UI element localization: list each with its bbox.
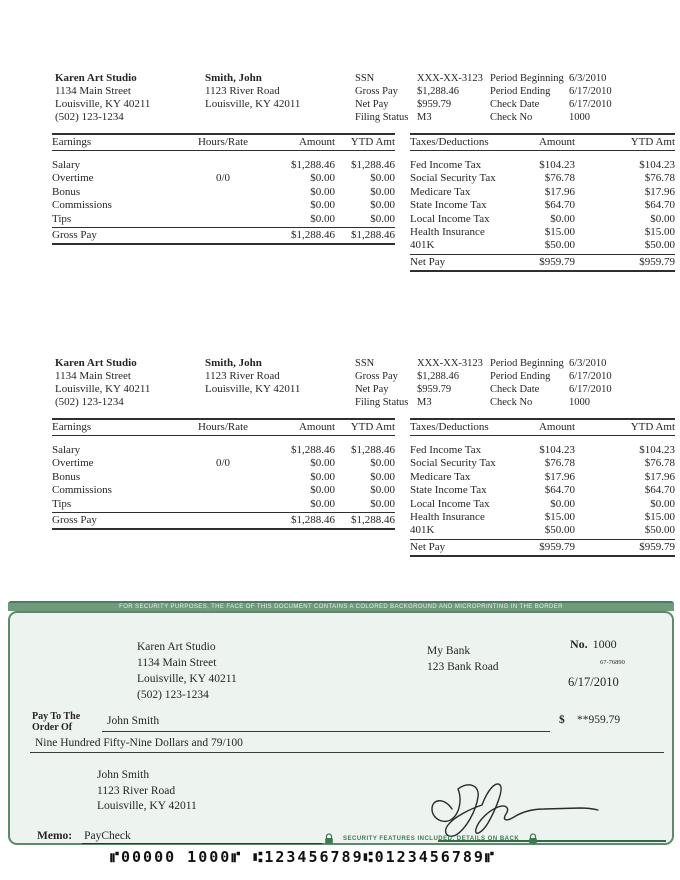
- deductions-amount-header: Amount: [538, 421, 575, 433]
- micr-line: ⑈00000 1000⑈ ⑆123456789⑆0123456789⑈: [110, 848, 496, 866]
- earning-label: Bonus: [52, 470, 81, 483]
- deduction-ytd: $50.00: [644, 524, 675, 537]
- deductions-header-row: [410, 133, 675, 151]
- deduction-label: Local Income Tax: [410, 212, 490, 225]
- ytd-header: YTD Amt: [350, 421, 395, 433]
- summary-row: [355, 357, 483, 370]
- net-pay-amount: $959.79: [539, 255, 575, 268]
- summary-label: Net Pay: [355, 99, 389, 110]
- paycheck: [8, 611, 674, 845]
- period-value: 1000: [569, 397, 590, 408]
- security-note-text: SECURITY FEATURES INCLUDED. DETAILS ON BACK: [343, 836, 520, 842]
- net-pay-row: [410, 254, 675, 272]
- deduction-ytd: $0.00: [650, 212, 675, 225]
- check-company-phone: (502) 123-1234: [137, 689, 209, 701]
- period-label: Check No: [490, 397, 533, 408]
- deduction-amount: $104.23: [539, 159, 575, 171]
- net-pay-amount: $959.79: [539, 540, 575, 553]
- deduction-amount: $64.70: [544, 199, 575, 212]
- earning-label: Overtime: [52, 457, 94, 470]
- summary-value: $1,288.46: [417, 86, 459, 97]
- period-label: Period Ending: [490, 371, 551, 382]
- summary-row: [355, 98, 483, 111]
- deduction-ytd: $15.00: [644, 511, 675, 524]
- deductions-rows: [410, 444, 675, 538]
- earning-hours: [184, 498, 262, 511]
- earning-hours: 0/0: [215, 172, 231, 185]
- security-band: [8, 601, 674, 611]
- deduction-row: [410, 498, 675, 511]
- deduction-label: Fed Income Tax: [410, 159, 482, 171]
- employer-phone: (502) 123-1234: [55, 111, 124, 123]
- net-pay-ytd: $959.79: [639, 540, 675, 553]
- earning-amount: $0.00: [310, 457, 335, 470]
- earning-ytd: $1,288.46: [351, 159, 395, 171]
- employee-name: Smith, John: [205, 72, 262, 84]
- deduction-row: [410, 186, 675, 199]
- deduction-amount: $50.00: [544, 239, 575, 252]
- employee-name: Smith, John: [205, 357, 262, 369]
- earning-label: Overtime: [52, 172, 94, 185]
- summary-value: M3: [417, 112, 432, 123]
- earnings-header: Earnings: [52, 136, 92, 148]
- earning-hours: 0/0: [215, 457, 231, 470]
- deduction-amount: $64.70: [544, 484, 575, 497]
- pay-summary-list: [355, 357, 483, 409]
- deduction-amount: $50.00: [544, 524, 575, 537]
- deduction-label: Social Security Tax: [410, 457, 496, 470]
- earning-ytd: $0.00: [370, 484, 395, 497]
- period-label: Period Beginning: [490, 358, 564, 369]
- earning-amount: $0.00: [310, 497, 335, 510]
- period-value: 6/17/2010: [569, 384, 612, 395]
- earning-ytd: $0.00: [370, 470, 395, 483]
- earnings-row: [52, 484, 395, 497]
- deduction-row: [410, 457, 675, 470]
- spacer: [52, 151, 395, 159]
- deductions-ytd-header: YTD Amt: [630, 421, 675, 433]
- deduction-amount: $17.96: [544, 185, 575, 198]
- summary-row: [355, 383, 483, 396]
- employee-address2: Louisville, KY 42011: [205, 383, 301, 395]
- employer-address1: 1134 Main Street: [55, 370, 131, 382]
- amount-header: Amount: [298, 136, 335, 148]
- memo-label: Memo:: [37, 830, 73, 842]
- employer-address1: 1134 Main Street: [55, 85, 131, 97]
- lock-icon: [324, 833, 334, 845]
- earning-amount: $1,288.46: [291, 159, 335, 171]
- net-pay-ytd: $959.79: [639, 255, 675, 268]
- employer-address2: Louisville, KY 40211: [55, 383, 151, 395]
- earnings-rows: [52, 159, 395, 226]
- gross-pay-amount: $1,288.46: [291, 229, 335, 242]
- deductions-amount-header: Amount: [538, 136, 575, 148]
- earning-amount: $0.00: [310, 185, 335, 198]
- period-row: [490, 357, 612, 370]
- summary-label: SSN: [355, 73, 375, 84]
- memo-value: PayCheck: [84, 830, 131, 842]
- earning-hours: [184, 186, 262, 199]
- summary-label: Filing Status: [355, 397, 409, 408]
- net-pay-row: [410, 539, 675, 557]
- payee-address1: 1123 River Road: [97, 784, 176, 797]
- earning-ytd: $0.00: [370, 457, 395, 470]
- stub-tables: [52, 133, 675, 283]
- earnings-row: [52, 172, 395, 185]
- employer-name: Karen Art Studio: [55, 357, 137, 369]
- gross-pay-ytd: $1,288.46: [351, 229, 395, 242]
- earning-hours: [184, 484, 262, 497]
- deduction-label: 401K: [410, 239, 435, 252]
- period-label: Period Beginning: [490, 73, 564, 84]
- earnings-row: [52, 498, 395, 511]
- summary-value: XXX-XX-3123: [417, 73, 483, 84]
- check-number: [570, 637, 617, 652]
- deduction-label: Social Security Tax: [410, 172, 496, 185]
- hours-rate-header: Hours/Rate: [197, 136, 249, 148]
- ytd-header: YTD Amt: [350, 136, 395, 148]
- deduction-amount: $17.96: [544, 470, 575, 483]
- stub-tables: [52, 418, 675, 568]
- summary-row: [355, 396, 483, 409]
- check-company-name: Karen Art Studio: [137, 641, 216, 653]
- amount-header: Amount: [298, 421, 335, 433]
- deduction-ytd: $50.00: [644, 239, 675, 252]
- summary-value: XXX-XX-3123: [417, 358, 483, 369]
- earning-ytd: $0.00: [370, 172, 395, 185]
- bank-name: My Bank: [427, 645, 471, 657]
- deductions-rows: [410, 159, 675, 253]
- earning-ytd: $0.00: [370, 212, 395, 225]
- earning-hours: [184, 213, 262, 226]
- deduction-row: [410, 199, 675, 212]
- earning-hours: [184, 444, 262, 457]
- amount-words: Nine Hundred Fifty-Nine Dollars and 79/100: [35, 737, 243, 749]
- employer-phone: (502) 123-1234: [55, 396, 124, 408]
- period-value: 6/17/2010: [569, 371, 612, 382]
- earning-ytd: $0.00: [370, 185, 395, 198]
- deduction-label: Health Insurance: [410, 226, 485, 239]
- employer-address2: Louisville, KY 40211: [55, 98, 151, 110]
- gross-pay-row: [52, 512, 395, 530]
- earning-ytd: $0.00: [370, 199, 395, 212]
- pay-stub-2: [52, 353, 675, 568]
- summary-label: SSN: [355, 358, 375, 369]
- deduction-ytd: $104.23: [639, 444, 675, 456]
- earnings-table: [52, 418, 395, 530]
- earning-label: Tips: [52, 497, 72, 510]
- period-row: [490, 370, 612, 383]
- payee-address-block: [97, 768, 197, 815]
- deduction-row: [410, 471, 675, 484]
- summary-label: Filing Status: [355, 112, 409, 123]
- summary-row: [355, 72, 483, 85]
- employee-address1: 1123 River Road: [205, 370, 280, 382]
- summary-value: $1,288.46: [417, 371, 459, 382]
- period-value: 6/3/2010: [569, 358, 607, 369]
- gross-pay-label: Gross Pay: [52, 229, 97, 242]
- deduction-row: [410, 159, 675, 172]
- period-value: 6/3/2010: [569, 73, 607, 84]
- deduction-ytd: $17.96: [644, 470, 675, 483]
- earning-amount: $1,288.46: [291, 444, 335, 456]
- payee-name: John Smith: [107, 715, 160, 727]
- deduction-label: Fed Income Tax: [410, 444, 482, 456]
- summary-label: Net Pay: [355, 384, 389, 395]
- check-date: 6/17/2010: [568, 675, 619, 689]
- hours-rate-header: Hours/Rate: [197, 421, 249, 433]
- deduction-row: [410, 172, 675, 185]
- pay-period-list: [490, 72, 612, 124]
- earning-amount: $0.00: [310, 172, 335, 185]
- earnings-row: [52, 199, 395, 212]
- earnings-rows: [52, 444, 395, 511]
- security-band-text: FOR SECURITY PURPOSES, THE FACE OF THIS DOCUMENT CONTAINS A COLORED BACKGROUND AND MICROPRINTING IN THE BORDER: [119, 604, 563, 610]
- check-number-value: 1000: [592, 637, 617, 651]
- payee-name-line: [102, 714, 550, 732]
- earnings-header-row: [52, 133, 395, 151]
- spacer-cell: [184, 514, 262, 526]
- summary-value: $959.79: [417, 384, 452, 395]
- earnings-row: [52, 159, 395, 172]
- deduction-label: Health Insurance: [410, 511, 485, 524]
- period-row: [490, 396, 612, 409]
- dollar-sign: $: [559, 714, 565, 726]
- period-value: 1000: [569, 112, 590, 123]
- employee-block: [205, 72, 300, 111]
- earning-label: Tips: [52, 212, 72, 225]
- earnings-row: [52, 444, 395, 457]
- summary-row: [355, 85, 483, 98]
- bank-fraction: 67-76890: [600, 659, 625, 666]
- deductions-ytd-header: YTD Amt: [630, 136, 675, 148]
- check-company-address2: Louisville, KY 40211: [137, 673, 237, 685]
- deduction-ytd: $76.78: [644, 457, 675, 470]
- earnings-header-row: [52, 418, 395, 436]
- spacer: [410, 436, 675, 444]
- earning-hours: [184, 471, 262, 484]
- bank-block: [427, 643, 499, 675]
- summary-label: Gross Pay: [355, 371, 398, 382]
- summary-value: M3: [417, 397, 432, 408]
- deduction-amount: $0.00: [550, 497, 575, 510]
- stub-header: [52, 68, 675, 133]
- deduction-row: [410, 213, 675, 226]
- spacer-cell: [184, 229, 262, 241]
- period-row: [490, 111, 612, 124]
- earnings-row: [52, 213, 395, 226]
- gross-pay-row: [52, 227, 395, 245]
- deduction-ytd: $64.70: [644, 199, 675, 212]
- earning-label: Salary: [52, 444, 81, 456]
- stub-header: [52, 353, 675, 418]
- deduction-ytd: $15.00: [644, 226, 675, 239]
- deduction-row: [410, 239, 675, 252]
- employee-block: [205, 357, 300, 396]
- earning-label: Salary: [52, 159, 81, 171]
- deduction-row: [410, 226, 675, 239]
- deductions-table: [410, 133, 675, 272]
- deduction-row: [410, 511, 675, 524]
- period-row: [490, 98, 612, 111]
- employer-name: Karen Art Studio: [55, 72, 137, 84]
- earnings-header: Earnings: [52, 421, 92, 433]
- deduction-amount: $0.00: [550, 212, 575, 225]
- deduction-row: [410, 444, 675, 457]
- employee-address1: 1123 River Road: [205, 85, 280, 97]
- deduction-ytd: $64.70: [644, 484, 675, 497]
- deduction-label: 401K: [410, 524, 435, 537]
- deductions-header: Taxes/Deductions: [410, 421, 489, 433]
- earning-label: Commissions: [52, 199, 112, 212]
- earning-label: Commissions: [52, 484, 112, 497]
- earnings-row: [52, 471, 395, 484]
- employer-block: [55, 72, 150, 124]
- earning-hours: [184, 199, 262, 212]
- earning-amount: $0.00: [310, 470, 335, 483]
- check-company-block: [137, 639, 237, 703]
- security-note: [324, 833, 538, 845]
- period-label: Check No: [490, 112, 533, 123]
- earning-ytd: $0.00: [370, 497, 395, 510]
- earning-label: Bonus: [52, 185, 81, 198]
- deduction-amount: $104.23: [539, 444, 575, 456]
- deduction-ytd: $0.00: [650, 497, 675, 510]
- earning-amount: $0.00: [310, 212, 335, 225]
- period-label: Check Date: [490, 384, 540, 395]
- deduction-amount: $76.78: [544, 172, 575, 185]
- earnings-row: [52, 457, 395, 470]
- pay-to-line2: Order Of: [32, 722, 73, 733]
- period-row: [490, 383, 612, 396]
- period-row: [490, 85, 612, 98]
- deduction-ytd: $104.23: [639, 159, 675, 171]
- summary-row: [355, 111, 483, 124]
- deduction-label: Medicare Tax: [410, 185, 471, 198]
- summary-label: Gross Pay: [355, 86, 398, 97]
- summary-row: [355, 370, 483, 383]
- deduction-label: Local Income Tax: [410, 497, 490, 510]
- check-company-address1: 1134 Main Street: [137, 657, 217, 669]
- spacer: [52, 436, 395, 444]
- spacer: [410, 151, 675, 159]
- pay-to-line1: Pay To The: [32, 711, 81, 722]
- summary-value: $959.79: [417, 99, 452, 110]
- period-label: Period Ending: [490, 86, 551, 97]
- period-value: 6/17/2010: [569, 86, 612, 97]
- deduction-amount: $15.00: [544, 226, 575, 239]
- period-row: [490, 72, 612, 85]
- pay-to-label: [32, 711, 80, 733]
- deductions-table: [410, 418, 675, 557]
- earning-amount: $0.00: [310, 199, 335, 212]
- deduction-label: Medicare Tax: [410, 470, 471, 483]
- deduction-ytd: $17.96: [644, 185, 675, 198]
- earning-hours: [184, 159, 262, 172]
- deductions-header-row: [410, 418, 675, 436]
- period-label: Check Date: [490, 99, 540, 110]
- deduction-row: [410, 484, 675, 497]
- check-amount: **959.79: [577, 714, 621, 726]
- deduction-amount: $76.78: [544, 457, 575, 470]
- check-number-label: No.: [570, 637, 588, 651]
- employee-address2: Louisville, KY 42011: [205, 98, 301, 110]
- pay-summary-list: [355, 72, 483, 124]
- gross-pay-ytd: $1,288.46: [351, 514, 395, 527]
- earnings-table: [52, 133, 395, 245]
- pay-stub-1: [52, 68, 675, 283]
- payee-address-name: John Smith: [97, 769, 150, 781]
- earning-amount: $0.00: [310, 484, 335, 497]
- gross-pay-amount: $1,288.46: [291, 514, 335, 527]
- gross-pay-label: Gross Pay: [52, 514, 97, 527]
- earning-ytd: $1,288.46: [351, 444, 395, 456]
- net-pay-label: Net Pay: [410, 540, 446, 553]
- deduction-ytd: $76.78: [644, 172, 675, 185]
- deduction-amount: $15.00: [544, 511, 575, 524]
- deduction-label: State Income Tax: [410, 199, 487, 212]
- pay-period-list: [490, 357, 612, 409]
- employer-block: [55, 357, 150, 409]
- memo-field: [37, 830, 131, 842]
- lock-icon: [528, 833, 538, 845]
- period-value: 6/17/2010: [569, 99, 612, 110]
- deductions-header: Taxes/Deductions: [410, 136, 489, 148]
- deduction-row: [410, 524, 675, 537]
- earnings-row: [52, 186, 395, 199]
- bank-address: 123 Bank Road: [427, 661, 499, 673]
- net-pay-label: Net Pay: [410, 255, 446, 268]
- payee-address2: Louisville, KY 42011: [97, 800, 197, 812]
- deduction-label: State Income Tax: [410, 484, 487, 497]
